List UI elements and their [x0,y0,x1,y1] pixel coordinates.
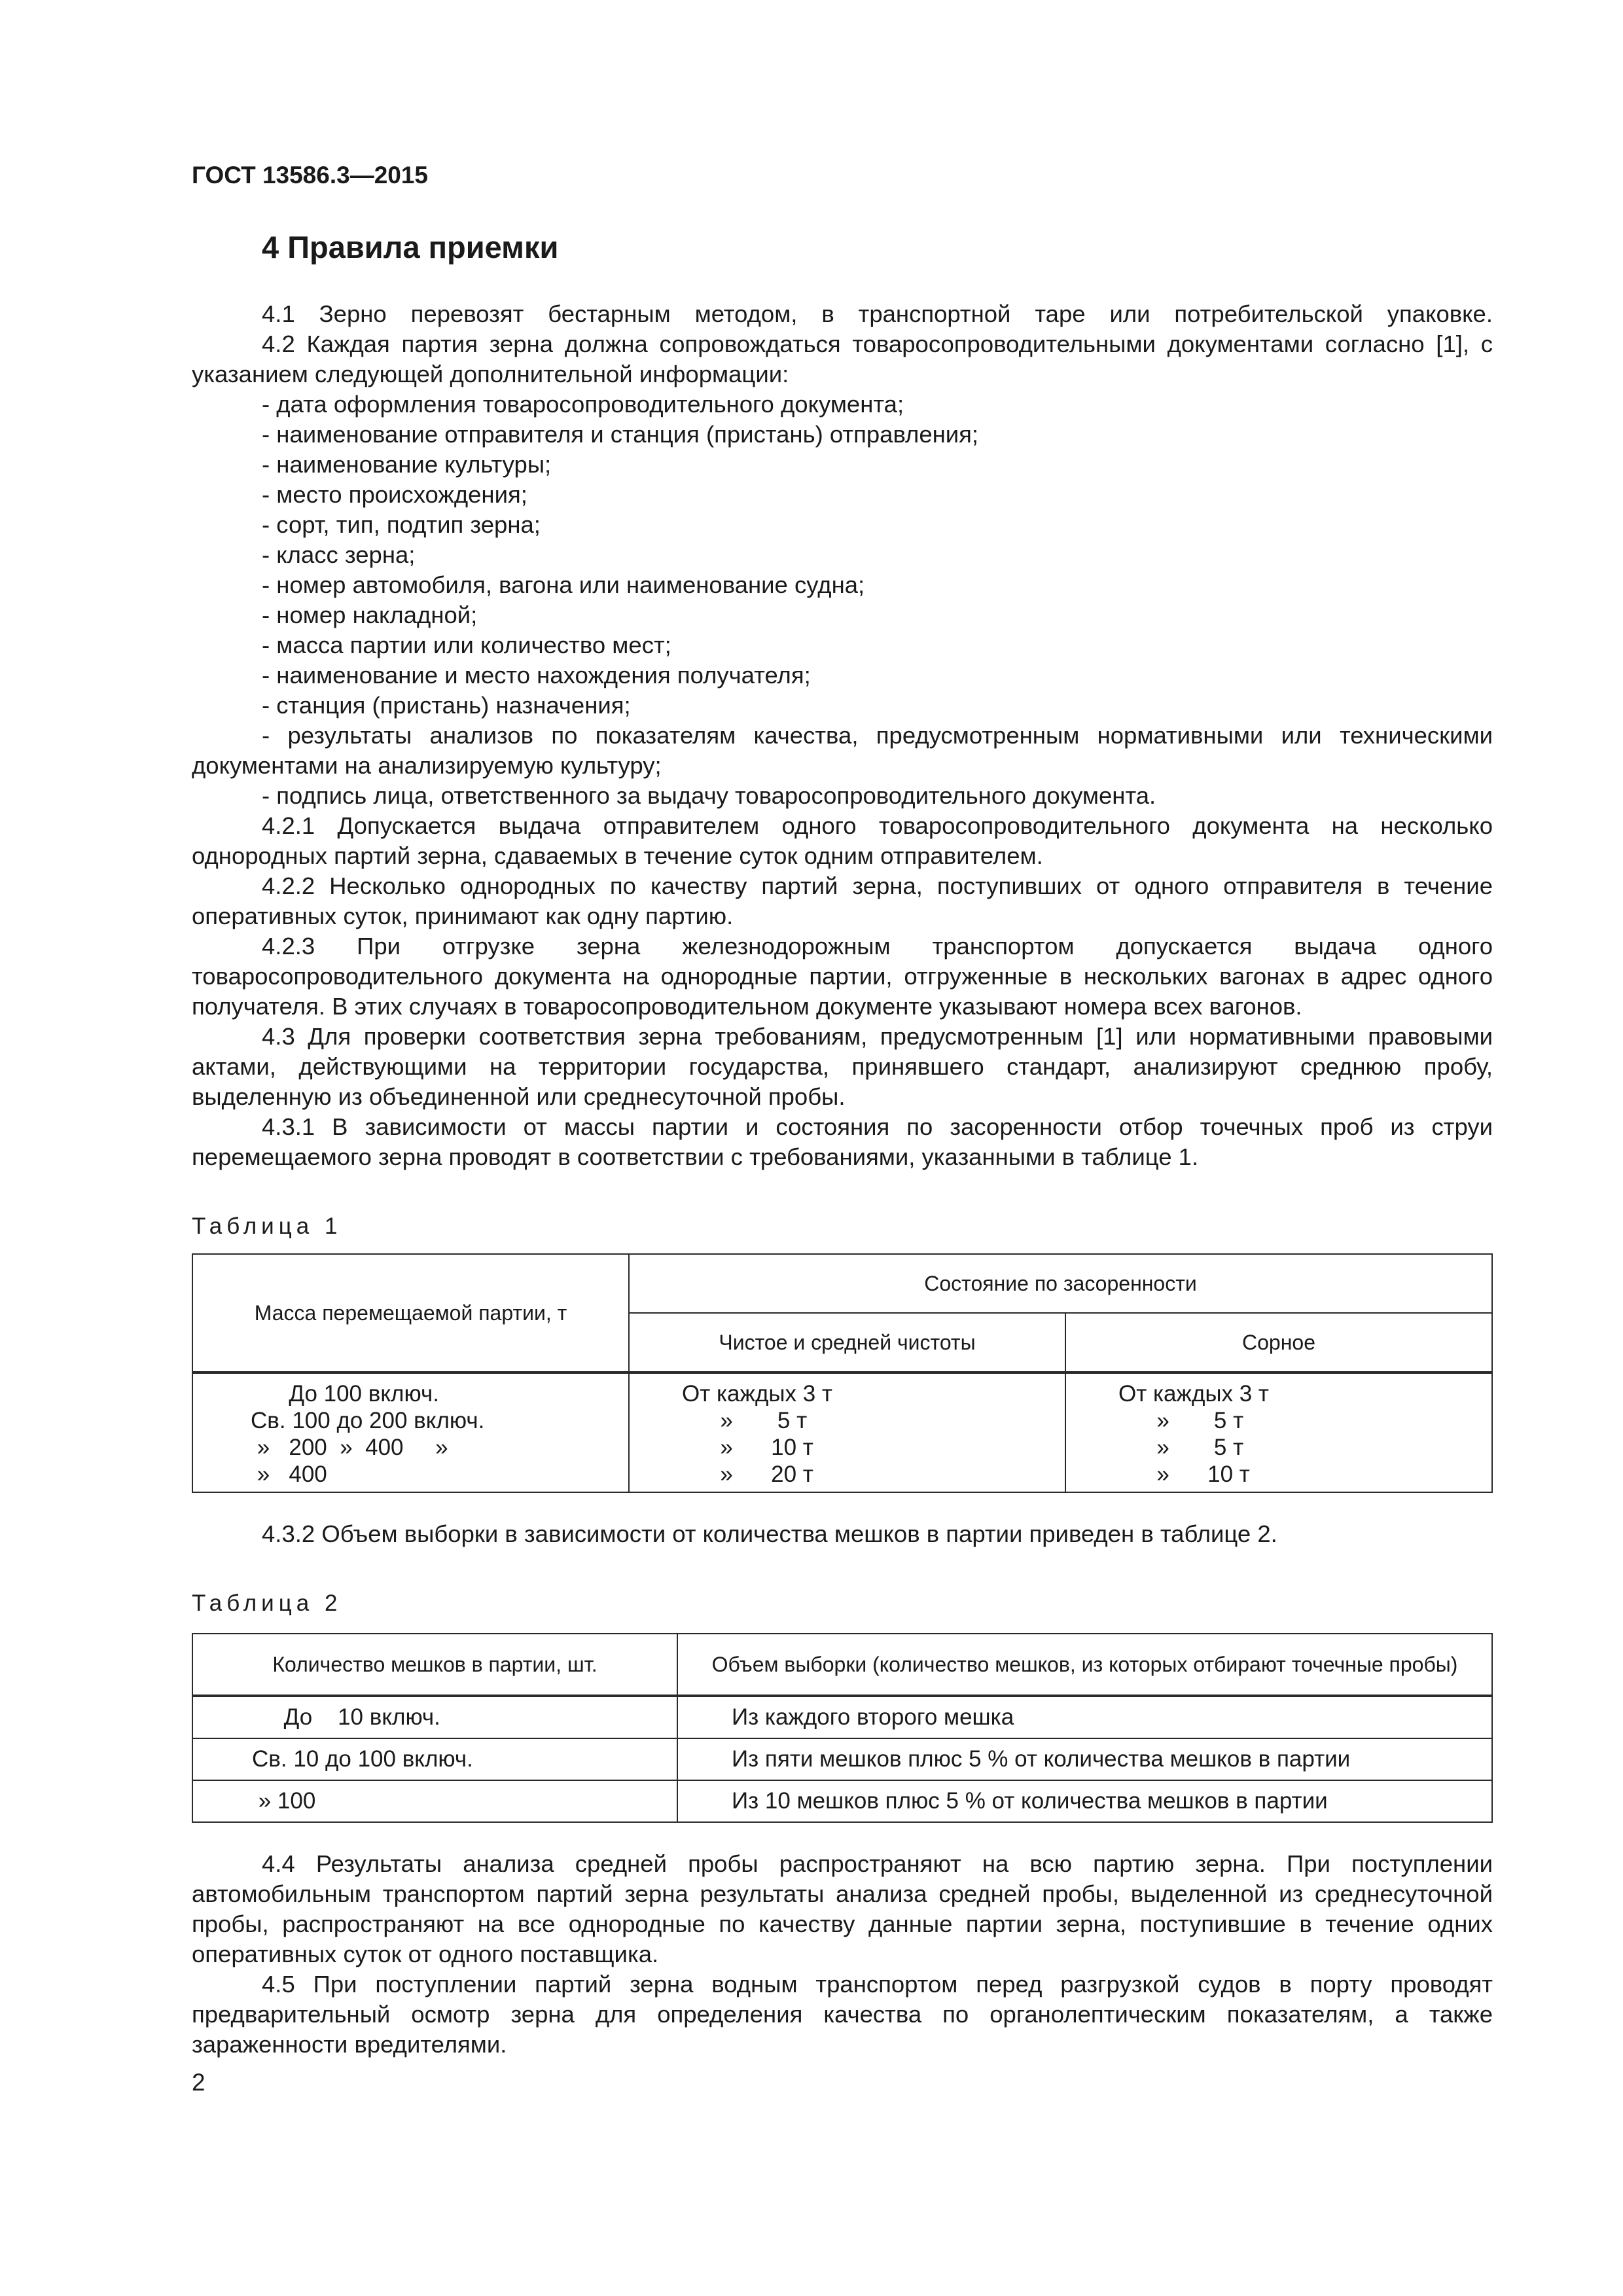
table-cell-line: До 100 включ. [251,1381,439,1407]
table-cell-line: » 10 т [1118,1462,1250,1487]
list-item: - класс зерна; [262,541,416,568]
paragraph-4-2-2: 4.2.2 Несколько однородных по качеству партий зерна, поступивших от одного отправителя в течение оперативных суток, принимают как одну партию. [192,872,1493,929]
table2-count-cell: Св. 10 до 100 включ. [192,1738,677,1780]
paragraph-4-2-1: 4.2.1 Допускается выдача отправителем одного товаросопроводительного документа на несколько однородных партий зерна, сдаваемых в течение суток одним отправителем. [192,812,1493,869]
table1-header-clean: Чистое и средней чистоты [629,1313,1065,1372]
list-item: - номер автомобиля, вагона или наименование судна; [262,571,865,598]
paragraph-4-5: 4.5 При поступлении партий зерна водным транспортом перед разгрузкой судов в порту проводят предварительный осмотр зерна для определения качества по органолептическим показателям, а также зараженности вредителями. [192,1971,1493,2058]
paragraph-4-2: 4.2 Каждая партия зерна должна сопровождаться товаросопроводительными документами согласно [1], с указанием следующей дополнительной информации: [192,331,1493,387]
table2-volume-cell: Из каждого второго мешка [677,1696,1492,1738]
table-cell-line: » 10 т [682,1435,813,1460]
table-row [192,1780,1492,1822]
list-item: - дата оформления товаросопроводительного документа; [262,391,904,418]
page-number: 2 [192,2069,205,2096]
table1-header-state: Состояние по засоренности [629,1254,1492,1313]
table-row [192,1738,1492,1780]
table-cell-line: От каждых 3 т [1118,1381,1269,1407]
list-item: - сорт, тип, подтип зерна; [262,511,541,538]
paragraph-4-3-1: 4.3.1 В зависимости от массы партии и состояния по засоренности отбор точечных проб из струи перемещаемого зерна проводят в соответствии с требованиями, указанными в таблице 1. [192,1113,1493,1170]
paragraph-4-1: 4.1 Зерно перевозят бестарным методом, в транспортной таре или потребительской упаковке. [262,300,1493,327]
table1-caption: Таблица 1 [192,1213,342,1239]
list-item: - наименование отправителя и станция (пристань) отправления; [262,421,979,448]
list-item: - наименование и место нахождения получателя; [262,662,811,689]
list-item-signature: - подпись лица, ответственного за выдачу товаросопроводительного документа. [262,782,1156,809]
paragraph-4-2-3: 4.2.3 При отгрузке зерна железнодорожным транспортом допускается выдача одного товаросопроводительного документа на однородные партии, отгруженные в нескольких вагонах в адрес одного получателя. В этих случаях в товаросопроводительном документе указывают номера всех вагонов. [192,933,1493,1020]
table2-header-volume: Объем выборки (количество мешков, из которых отбирают точечные пробы) [677,1634,1492,1696]
table1-dirty-cell [1065,1372,1492,1492]
document-code: ГОСТ 13586.3—2015 [192,162,429,188]
table-cell-line: » 5 т [1118,1435,1244,1460]
table-cell-line: » 200 » 400 » [251,1435,448,1460]
table2-volume-cell: Из пяти мешков плюс 5 % от количества мешков в партии [677,1738,1492,1780]
list-item: - наименование культуры; [262,451,552,478]
list-item: - станция (пристань) назначения; [262,692,631,719]
table-cell-line: » 400 [251,1462,327,1487]
table1-clean-cell [629,1372,1065,1492]
table-2 [192,1633,1493,1823]
table-cell-line: От каждых 3 т [682,1381,832,1407]
table2-header-count: Количество мешков в партии, шт. [192,1634,677,1696]
table-cell-line: » 5 т [1118,1408,1244,1433]
paragraph-4-3-2: 4.3.2 Объем выборки в зависимости от количества мешков в партии приведен в таблице 2. [262,1520,1277,1547]
table2-count-cell: До 10 включ. [192,1696,677,1738]
table2-count-cell: » 100 [192,1780,677,1822]
list-item: - масса партии или количество мест; [262,632,671,658]
paragraph-4-4: 4.4 Результаты анализа средней пробы распространяют на всю партию зерна. При поступлении автомобильным транспортом партий зерна результаты анализа средней пробы, выделенной из среднесуточной пробы, распространяют на все однородные по качеству данные партии зерна, поступившие в течение одних оперативных суток от одного поставщика. [192,1850,1493,1967]
table-cell-line: » 20 т [682,1462,813,1487]
table-cell-line: » 5 т [682,1408,808,1433]
info-list [192,389,1493,811]
table1-mass-cell [192,1372,629,1492]
table-cell-line: Св. 100 до 200 включ. [251,1408,485,1433]
table-row [192,1696,1492,1738]
paragraph-4-3: 4.3 Для проверки соответствия зерна требованиям, предусмотренным [1] или нормативными правовыми актами, действующими на территории государства, принявшего стандарт, анализируют среднюю пробу, выделенную из объединенной или среднесуточной пробы. [192,1023,1493,1110]
table1-header-mass: Масса перемещаемой партии, т [192,1254,629,1372]
table1-header-dirty: Сорное [1065,1313,1492,1372]
table2-volume-cell: Из 10 мешков плюс 5 % от количества мешков в партии [677,1780,1492,1822]
list-item: - номер накладной; [262,601,478,628]
table2-caption: Таблица 2 [192,1590,342,1616]
table-1 [192,1253,1493,1493]
document-body [192,299,1493,2060]
list-item: - место происхождения; [262,481,527,508]
list-item-results: - результаты анализов по показателям качества, предусмотренным нормативными или техническими документами на анализируемую культуру; [192,722,1493,779]
section-title: 4 Правила приемки [262,230,559,264]
